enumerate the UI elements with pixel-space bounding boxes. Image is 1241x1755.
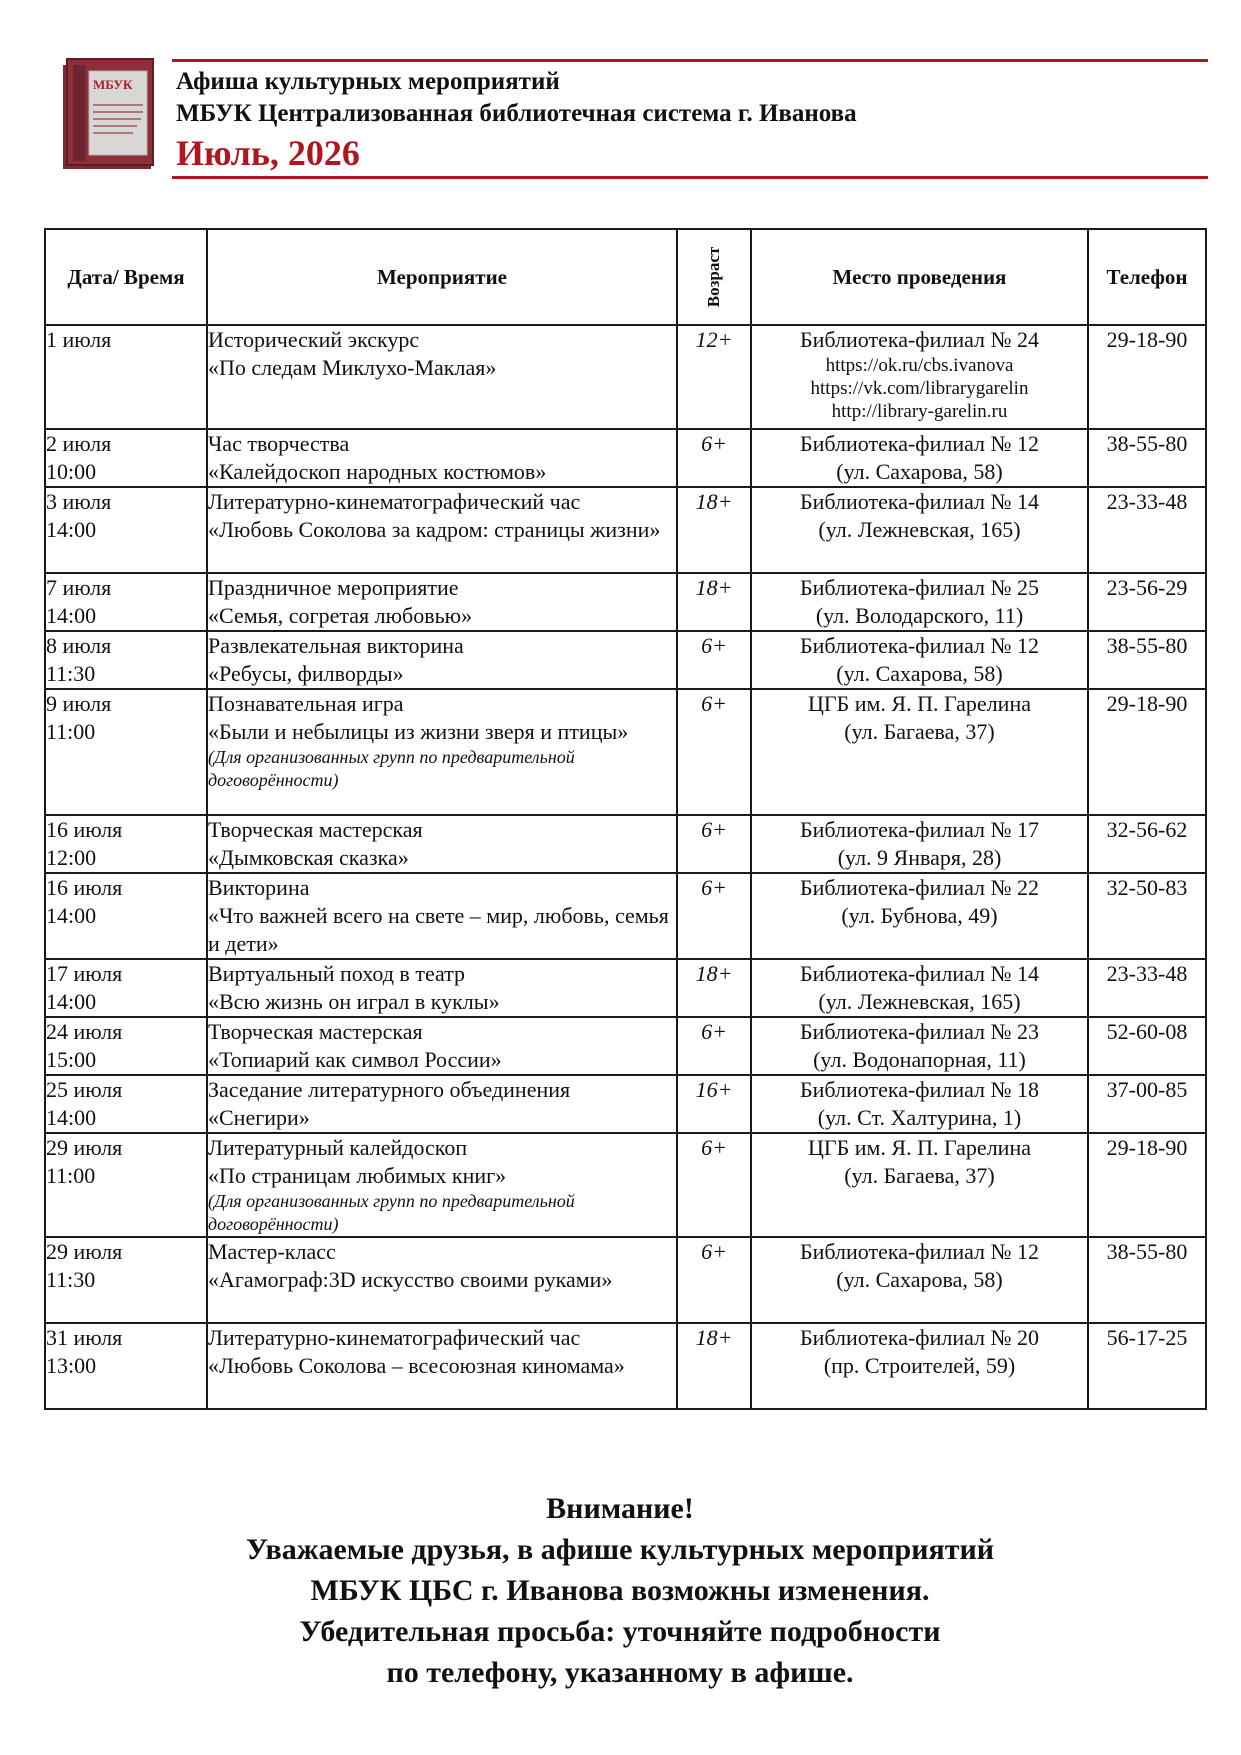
place-address: (ул. Володарского, 11) <box>815 603 1024 628</box>
table-row <box>45 873 1206 959</box>
cell-datetime <box>45 1017 207 1075</box>
place-name: Библиотека-филиал № 20 <box>799 1325 1040 1350</box>
cell-place <box>751 1017 1088 1075</box>
cell-datetime <box>45 959 207 1017</box>
event-type: Викторина <box>208 875 310 900</box>
event-time: 12:00 <box>46 845 97 870</box>
event-type: Творческая мастерская <box>208 817 423 842</box>
cell-datetime <box>45 1237 207 1323</box>
cell-phone: 56-17-25 <box>1088 1323 1206 1409</box>
event-time: 14:00 <box>46 989 97 1014</box>
cell-datetime <box>45 487 207 573</box>
event-type: Познавательная игра <box>208 691 404 716</box>
cell-place <box>751 325 1088 429</box>
column-header-age-label: Возраст <box>704 246 723 308</box>
event-title: «Дымковская сказка» <box>208 845 409 870</box>
event-type: Час творчества <box>208 431 350 456</box>
place-name: Библиотека-филиал № 22 <box>799 875 1040 900</box>
notice-line: Уважаемые друзья, в афише культурных мероприятий <box>245 1533 995 1566</box>
cell-event <box>207 1323 677 1409</box>
cell-event <box>207 573 677 631</box>
event-title: «Ребусы, филворды» <box>208 661 404 686</box>
event-date: 24 июля <box>46 1019 123 1044</box>
place-address: (ул. Водонапорная, 11) <box>813 1047 1026 1072</box>
event-type: Исторический экскурс <box>208 327 420 352</box>
cell-datetime <box>45 429 207 487</box>
event-date: 3 июля <box>46 489 112 514</box>
notice-line: по телефону, указанному в афише. <box>386 1656 854 1689</box>
library-book-logo <box>61 57 157 173</box>
cell-datetime <box>45 815 207 873</box>
column-header-event: Мероприятие <box>207 229 677 325</box>
table-row <box>45 487 1206 573</box>
event-date: 29 июля <box>46 1135 123 1160</box>
event-type: Литературный калейдоскоп <box>208 1135 468 1160</box>
event-type: Развлекательная викторина <box>208 633 464 658</box>
header-top-rule <box>172 59 1208 62</box>
table-row <box>45 1323 1206 1409</box>
table-row <box>45 1017 1206 1075</box>
cell-place <box>751 1133 1088 1237</box>
cell-event <box>207 487 677 573</box>
cell-event <box>207 631 677 689</box>
cell-place <box>751 1237 1088 1323</box>
cell-event <box>207 325 677 429</box>
cell-datetime <box>45 325 207 429</box>
cell-age-rating: 6+ <box>677 1237 751 1323</box>
cell-phone: 38-55-80 <box>1088 631 1206 689</box>
event-time: 10:00 <box>46 459 97 484</box>
event-title: «Калейдоскоп народных костюмов» <box>208 459 547 484</box>
column-header-phone: Телефон <box>1088 229 1206 325</box>
cell-datetime <box>45 689 207 815</box>
place-address: (ул. Сахарова, 58) <box>836 459 1003 484</box>
cell-phone: 32-56-62 <box>1088 815 1206 873</box>
cell-place <box>751 429 1088 487</box>
column-header-age <box>677 229 751 325</box>
event-date: 16 июля <box>46 817 123 842</box>
event-title: «Были и небылицы из жизни зверя и птицы» <box>208 719 629 744</box>
cell-phone: 32-50-83 <box>1088 873 1206 959</box>
table-row <box>45 959 1206 1017</box>
cell-age-rating: 12+ <box>677 325 751 429</box>
place-address: (ул. Сахарова, 58) <box>836 661 1003 686</box>
event-date: 17 июля <box>46 961 123 986</box>
event-note: (Для организованных групп по предварительной договорённости) <box>208 747 575 790</box>
place-address: (ул. Багаева, 37) <box>844 1163 995 1188</box>
cell-place <box>751 1075 1088 1133</box>
cell-event <box>207 815 677 873</box>
cell-event <box>207 959 677 1017</box>
cell-age-rating: 6+ <box>677 873 751 959</box>
cell-phone: 38-55-80 <box>1088 429 1206 487</box>
cell-age-rating: 6+ <box>677 1133 751 1237</box>
event-time: 14:00 <box>46 603 97 628</box>
cell-age-rating: 18+ <box>677 959 751 1017</box>
event-title: «Любовь Соколова – всесоюзная киномама» <box>208 1353 625 1378</box>
table-row <box>45 573 1206 631</box>
place-name: Библиотека-филиал № 24 <box>799 327 1040 352</box>
event-time: 11:00 <box>46 1163 96 1188</box>
event-type: Литературно-кинематографический час <box>208 1325 581 1350</box>
cell-age-rating: 6+ <box>677 815 751 873</box>
event-title: «Что важней всего на свете – мир, любовь, семья и дети» <box>208 903 669 956</box>
cell-event <box>207 1133 677 1237</box>
event-title: «По страницам любимых книг» <box>208 1163 507 1188</box>
cell-event <box>207 873 677 959</box>
event-type: Заседание литературного объединения <box>208 1077 571 1102</box>
cell-place <box>751 1323 1088 1409</box>
place-address: (ул. Ст. Халтурина, 1) <box>817 1105 1022 1130</box>
event-date: 29 июля <box>46 1239 123 1264</box>
notice-title: Внимание! <box>546 1492 694 1525</box>
event-title: «Снегири» <box>208 1105 310 1130</box>
notice-line: Убедительная просьба: уточняйте подробности <box>299 1615 941 1648</box>
event-type: Праздничное мероприятие <box>208 575 459 600</box>
header-month: Июль, 2026 <box>176 133 360 173</box>
event-time: 11:00 <box>46 719 96 744</box>
place-name: ЦГБ им. Я. П. Гарелина <box>808 1135 1031 1160</box>
event-date: 31 июля <box>46 1325 123 1350</box>
event-title: «Всю жизнь он играл в куклы» <box>208 989 500 1014</box>
event-note: (Для организованных групп по предварительной договорённости) <box>208 1191 575 1234</box>
event-type: Мастер-класс <box>208 1239 336 1264</box>
event-date: 25 июля <box>46 1077 123 1102</box>
place-name: Библиотека-филиал № 14 <box>799 489 1040 514</box>
cell-datetime <box>45 873 207 959</box>
cell-phone: 29-18-90 <box>1088 689 1206 815</box>
cell-age-rating: 6+ <box>677 631 751 689</box>
column-header-datetime-label: Дата/ Время <box>67 265 185 289</box>
place-url-link[interactable]: https://vk.com/librarygarelin <box>810 378 1029 399</box>
column-header-place: Место проведения <box>751 229 1088 325</box>
event-date: 8 июля <box>46 633 112 658</box>
event-title: «Семья, согретая любовью» <box>208 603 473 628</box>
place-address: (ул. Бубнова, 49) <box>841 903 998 928</box>
place-name: Библиотека-филиал № 23 <box>799 1019 1040 1044</box>
notice-line: МБУК ЦБС г. Иванова возможны изменения. <box>310 1574 930 1607</box>
table-row <box>45 689 1206 815</box>
event-type: Творческая мастерская <box>208 1019 423 1044</box>
event-date: 2 июля <box>46 431 112 456</box>
cell-age-rating: 18+ <box>677 573 751 631</box>
cell-phone: 38-55-80 <box>1088 1237 1206 1323</box>
event-title: «Топиарий как символ России» <box>208 1047 502 1072</box>
cell-age-rating: 18+ <box>677 487 751 573</box>
event-time: 13:00 <box>46 1353 97 1378</box>
cell-phone: 23-33-48 <box>1088 487 1206 573</box>
cell-event <box>207 1075 677 1133</box>
cell-phone: 23-56-29 <box>1088 573 1206 631</box>
place-name: Библиотека-филиал № 18 <box>799 1077 1040 1102</box>
cell-age-rating: 6+ <box>677 689 751 815</box>
place-name: Библиотека-филиал № 12 <box>799 431 1040 456</box>
table-row <box>45 429 1206 487</box>
event-time: 14:00 <box>46 1105 97 1130</box>
cell-event <box>207 1237 677 1323</box>
cell-datetime <box>45 1075 207 1133</box>
cell-place <box>751 573 1088 631</box>
table-row <box>45 1237 1206 1323</box>
place-url-link[interactable]: http://library-garelin.ru <box>831 401 1008 422</box>
table-header-row <box>45 229 1206 325</box>
event-time: 15:00 <box>46 1047 97 1072</box>
place-address: (ул. Багаева, 37) <box>844 719 995 744</box>
place-name: Библиотека-филиал № 12 <box>799 633 1040 658</box>
event-time: 11:30 <box>46 661 96 686</box>
cell-event <box>207 689 677 815</box>
cell-datetime <box>45 1323 207 1409</box>
event-title: «Любовь Соколова за кадром: страницы жизни» <box>208 517 661 542</box>
place-name: Библиотека-филиал № 14 <box>799 961 1040 986</box>
cell-place <box>751 689 1088 815</box>
event-title: «По следам Миклухо-Маклая» <box>208 355 497 380</box>
events-table <box>44 228 1207 1410</box>
place-name: Библиотека-филиал № 25 <box>799 575 1040 600</box>
table-row <box>45 325 1206 429</box>
notice-block <box>0 1488 1241 1693</box>
cell-phone: 29-18-90 <box>1088 325 1206 429</box>
cell-phone: 29-18-90 <box>1088 1133 1206 1237</box>
cell-place <box>751 487 1088 573</box>
place-address: (пр. Строителей, 59) <box>823 1353 1016 1378</box>
place-name: Библиотека-филиал № 17 <box>799 817 1040 842</box>
cell-datetime <box>45 573 207 631</box>
cell-event <box>207 1017 677 1075</box>
svg-text:МБУК: МБУК <box>93 77 133 92</box>
cell-place <box>751 631 1088 689</box>
header-bottom-rule <box>172 176 1208 179</box>
place-url-link[interactable]: https://ok.ru/cbs.ivanova <box>825 355 1014 376</box>
cell-phone: 23-33-48 <box>1088 959 1206 1017</box>
cell-datetime <box>45 631 207 689</box>
place-address: (ул. Сахарова, 58) <box>836 1267 1003 1292</box>
cell-age-rating: 6+ <box>677 429 751 487</box>
cell-place <box>751 873 1088 959</box>
event-date: 1 июля <box>46 327 112 352</box>
header-title-line1: Афиша культурных мероприятий <box>176 68 560 95</box>
table-row <box>45 631 1206 689</box>
cell-place <box>751 959 1088 1017</box>
event-time: 14:00 <box>46 903 97 928</box>
column-header-datetime <box>45 229 207 325</box>
cell-datetime <box>45 1133 207 1237</box>
place-name: ЦГБ им. Я. П. Гарелина <box>808 691 1031 716</box>
header-title-line2: МБУК Централизованная библиотечная система г. Иванова <box>176 100 857 127</box>
event-time: 11:30 <box>46 1267 96 1292</box>
event-title: «Агамограф:3D искусство своими руками» <box>208 1267 613 1292</box>
cell-phone: 37-00-85 <box>1088 1075 1206 1133</box>
cell-place <box>751 815 1088 873</box>
event-type: Виртуальный поход в театр <box>208 961 466 986</box>
place-address: (ул. Лежневская, 165) <box>818 517 1021 542</box>
event-type: Литературно-кинематографический час <box>208 489 581 514</box>
cell-age-rating: 16+ <box>677 1075 751 1133</box>
event-date: 7 июля <box>46 575 112 600</box>
place-address: (ул. Лежневская, 165) <box>818 989 1021 1014</box>
event-date: 16 июля <box>46 875 123 900</box>
table-row <box>45 1133 1206 1237</box>
cell-age-rating: 6+ <box>677 1017 751 1075</box>
place-address: (ул. 9 Января, 28) <box>837 845 1002 870</box>
event-date: 9 июля <box>46 691 112 716</box>
cell-event <box>207 429 677 487</box>
table-row <box>45 1075 1206 1133</box>
place-name: Библиотека-филиал № 12 <box>799 1239 1040 1264</box>
cell-phone: 52-60-08 <box>1088 1017 1206 1075</box>
cell-age-rating: 18+ <box>677 1323 751 1409</box>
table-row <box>45 815 1206 873</box>
event-time: 14:00 <box>46 517 97 542</box>
